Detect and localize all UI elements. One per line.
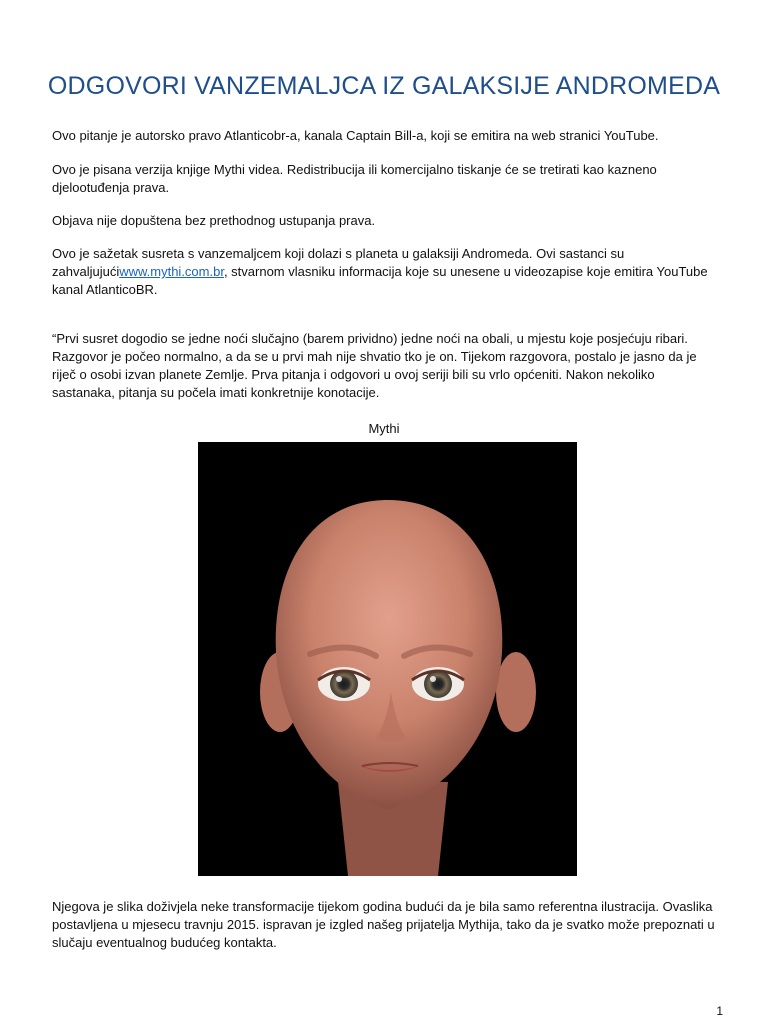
paragraph-redistribution: Ovo je pisana verzija knjige Mythi videa. Redistribucija ili komercijalno tiskanje će se tretirati kao kazneno djelootuđenja prava. xyxy=(52,162,657,195)
paragraph-image-note: Njegova je slika doživjela neke transformacije tijekom godina budući da je bila samo referentna ilustracija. Ovaslika postavljena u mjesecu travnju 2015. ispravan je izgled našeg prijatelja Mythija, tako da je svatko može prepoznati u slučaju eventualnog budućeg kontakta. xyxy=(52,899,715,950)
document-title: ODGOVORI VANZEMALJCA IZ GALAKSIJE ANDROMEDA xyxy=(47,72,721,100)
mythi-portrait-illustration xyxy=(198,442,577,876)
paragraph-summary-text-end: , stvarnom vlasniku informacija koje su unesene u videozapise koje emitira YouTube kanal AtlanticoBR. xyxy=(52,264,708,297)
paragraph-first-encounter: “Prvi susret dogodio se jedne noći slučajno (barem prividno) jedne noći na obali, u mjestu koje posjećuju ribari. Razgovor je počeo normalno, a da se u prvi mah nije shvatio tko je on. Tijekom razgovora, postalo je jasno da je riječ o osobi izvan planete Zemlje. Prva pitanja i odgovori u ovoj seriji bili su vrlo općeniti. Nakon nekoliko sastanaka, pitanja su počela imati konkretnije konotacije. xyxy=(52,331,697,400)
mythi-portrait xyxy=(198,442,577,876)
mythi-website-link[interactable]: www.mythi.com.br xyxy=(119,264,224,279)
page-number: 1 xyxy=(716,1004,723,1018)
paragraph-summary xyxy=(52,245,718,299)
paragraph-copyright: Ovo pitanje je autorsko pravo Atlanticobr-a, kanala Captain Bill-a, koji se emitira na web stranici YouTube. xyxy=(52,128,659,143)
paragraph-summary-text-start: Ovo je sažetak susreta s vanzemaljcem koji dolazi s planeta u galaksiji Andromeda. Ovi sastanci su zahvaljujući xyxy=(52,246,625,279)
paragraph-publication: Objava nije dopuštena bez prethodnog ustupanja prava. xyxy=(52,213,376,228)
image-caption: Mythi xyxy=(368,421,400,436)
